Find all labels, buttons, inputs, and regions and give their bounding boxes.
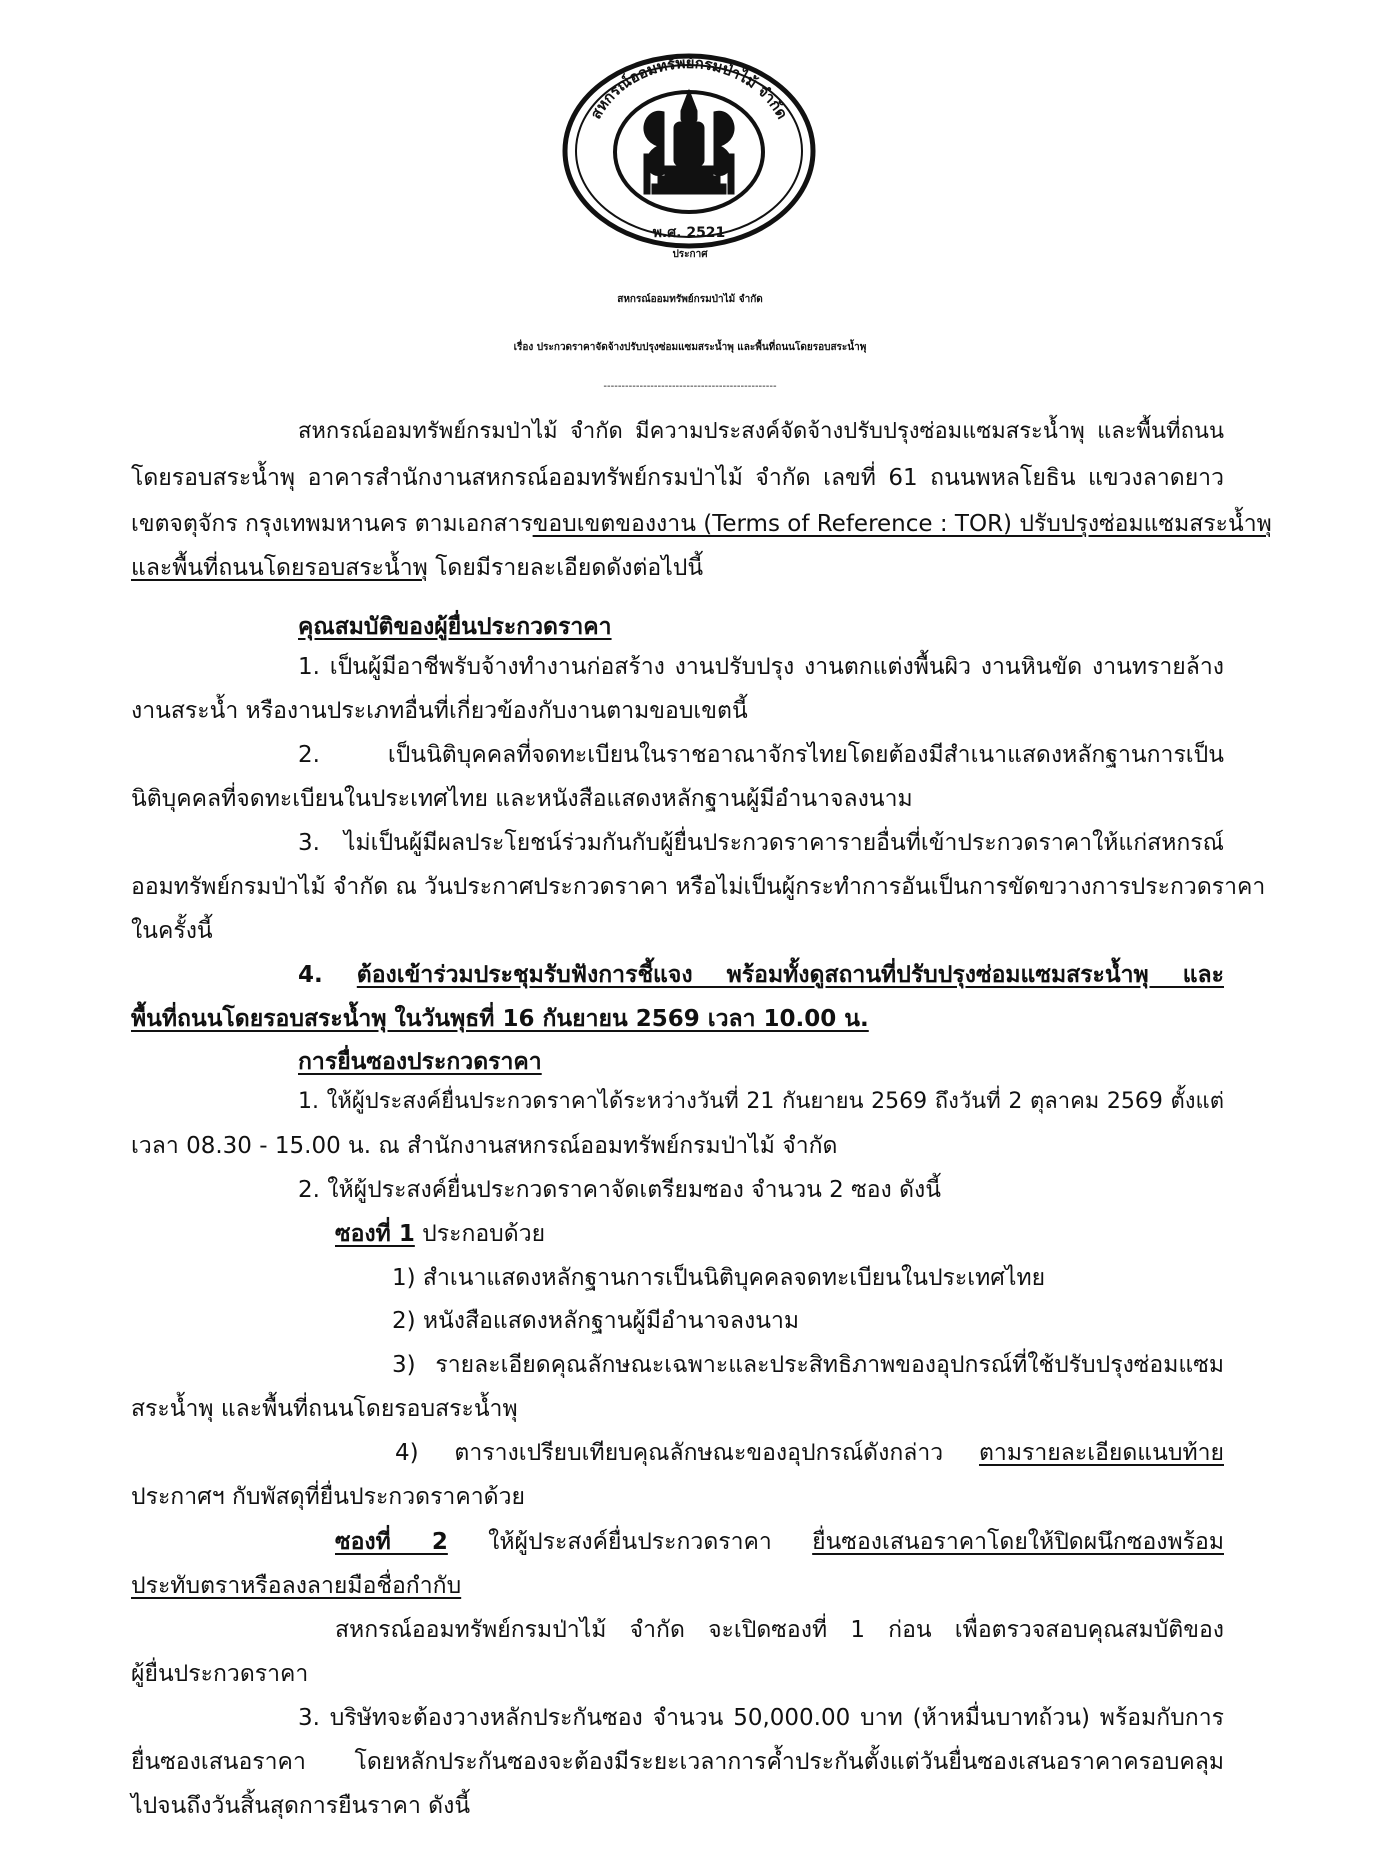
item-number: 4.	[298, 962, 357, 988]
qualification-item: 1. เป็นผู้มีอาชีพรับจ้างทำงานก่อสร้าง งานปรับปรุง งานตกแต่งพื้นผิว งานหินขัด งานทรายล้าง	[298, 654, 1224, 680]
doc-text: 4) ตารางเปรียบเทียบคุณลักษณะของอุปกรณ์ดังกล่าว	[395, 1440, 979, 1466]
opening-note-cont: ผู้ยื่นประกวดราคา	[131, 1661, 309, 1687]
intro-line	[131, 509, 1272, 539]
divider-rule: ------------------------------------------------	[603, 381, 777, 392]
qualification-item: 3. ไม่เป็นผู้มีผลประโยชน์ร่วมกันกับผู้ยื่นประกวดราคารายอื่นที่เข้าประกวดราคาให้แก่สหกรณ์	[298, 830, 1224, 856]
submission-item: 2. ให้ผู้ประสงค์ยื่นประกวดราคาจัดเตรียมซอง จำนวน 2 ซอง ดังนี้	[298, 1177, 941, 1203]
envelope-1-doc-cont: ประกาศฯ กับพัสดุที่ยื่นประกวดราคาด้วย	[131, 1484, 525, 1510]
envelope-2-instruction-cont: ประทับตราหรือลงลายมือชื่อกำกับ	[131, 1573, 462, 1599]
seal-ring-text: สหกรณ์ออมทรัพย์กรมป่าไม้ จำกัด	[586, 53, 792, 123]
submission-heading: การยื่นซองประกวดราคา	[298, 1049, 542, 1075]
opening-note: สหกรณ์ออมทรัพย์กรมป่าไม้ จำกัด จะเปิดซองที่ 1 ก่อน เพื่อตรวจสอบคุณสมบัติของ	[335, 1617, 1224, 1643]
qualification-item: 2. เป็นนิติบุคคลที่จดทะเบียนในราชอาณาจักรไทยโดยต้องมีสำเนาแสดงหลักฐานการเป็น	[298, 742, 1224, 768]
submission-item-cont: เวลา 08.30 - 15.00 น. ณ สำนักงานสหกรณ์ออมทรัพย์กรมป่าไม้ จำกัด	[131, 1133, 838, 1159]
envelope-1-text: ประกอบด้วย	[414, 1221, 546, 1247]
tor-reference: ขอบเขตของงาน (Terms of Reference : TOR) ปรับปรุงซ่อมแซมสระน้ำพุ	[532, 511, 1272, 537]
guarantee-item-cont: ไปจนถึงวันสิ้นสุดการยืนราคา ดังนี้	[131, 1793, 471, 1819]
intro-text: โดยมีรายละเอียดดังต่อไปนี้	[427, 555, 704, 581]
qualification-item-cont: ในครั้งนี้	[131, 918, 213, 944]
envelope-2-text: ให้ผู้ประสงค์ยื่นประกวดราคา	[447, 1529, 813, 1555]
qualification-item-meeting	[298, 960, 1224, 990]
intro-text: เขตจตุจักร กรุงเทพมหานคร ตามเอกสาร	[131, 511, 533, 537]
envelope-1-doc: 1) สำเนาแสดงหลักฐานการเป็นนิติบุคคลจดทะเบียนในประเทศไทย	[392, 1265, 1046, 1291]
intro-line	[131, 553, 703, 583]
qualification-item-cont: นิติบุคคลที่จดทะเบียนในประเทศไทย และหนังสือแสดงหลักฐานผู้มีอำนาจลงนาม	[131, 786, 913, 812]
announcement-subject: เรื่อง ประกวดราคาจัดจ้างปรับปรุงซ่อมแซมสระน้ำพุ และพื้นที่ถนนโดยรอบสระน้ำพุ	[513, 342, 867, 353]
intro-line: สหกรณ์ออมทรัพย์กรมป่าไม้ จำกัด มีความประสงค์จัดจ้างปรับปรุงซ่อมแซมสระน้ำพุ และพื้นที่ถนน	[298, 419, 1224, 444]
tor-reference-cont: และพื้นที่ถนนโดยรอบสระน้ำพุ	[131, 555, 428, 581]
guarantee-item-cont: ยื่นซองเสนอราคา โดยหลักประกันซองจะต้องมีระยะเวลาการค้ำประกันตั้งแต่วันยื่นซองเสนอราคาครอบคลุม	[131, 1749, 1224, 1775]
cooperative-seal-logo	[560, 52, 818, 250]
envelope-2-instruction: ยื่นซองเสนอราคาโดยให้ปิดผนึกซองพร้อม	[812, 1529, 1224, 1555]
envelope-1-doc: 3) รายละเอียดคุณลักษณะเฉพาะและประสิทธิภาพของอุปกรณ์ที่ใช้ปรับปรุงซ่อมแซม	[392, 1352, 1224, 1378]
qualifications-heading: คุณสมบัติของผู้ยื่นประกวดราคา	[298, 614, 612, 640]
envelope-1-doc: 2) หนังสือแสดงหลักฐานผู้มีอำนาจลงนาม	[392, 1308, 800, 1334]
meeting-date: พื้นที่ถนนโดยรอบสระน้ำพุ ในวันพุธที่ 16 กันยายน 2569 เวลา 10.00 น.	[131, 1006, 869, 1032]
seal-year-text: พ.ศ. 2521	[652, 225, 726, 241]
meeting-requirement: ต้องเข้าร่วมประชุมรับฟังการชี้แจง พร้อมทั้งดูสถานที่ปรับปรุงซ่อมแซมสระน้ำพุ และ	[356, 962, 1224, 988]
guarantee-item: 3. บริษัทจะต้องวางหลักประกันซอง จำนวน 50,000.00 บาท (ห้าหมื่นบาทถ้วน) พร้อมกับการ	[298, 1705, 1224, 1731]
submission-item: 1. ให้ผู้ประสงค์ยื่นประกวดราคาได้ระหว่างวันที่ 21 กันยายน 2569 ถึงวันที่ 2 ตุลาคม 2569 ตั้งแต่	[298, 1089, 1224, 1114]
envelope-1-label: ซองที่ 1	[335, 1221, 415, 1247]
envelope-1-doc	[395, 1438, 1224, 1468]
attachment-reference: ตามรายละเอียดแนบท้าย	[979, 1440, 1224, 1466]
intro-line: โดยรอบสระน้ำพุ อาคารสำนักงานสหกรณ์ออมทรัพย์กรมป่าไม้ จำกัด เลขที่ 61 ถนนพหลโยธิน แขวงลาดยาว	[131, 465, 1224, 491]
envelope-2	[335, 1527, 1224, 1557]
envelope-2-label: ซองที่ 2	[335, 1529, 448, 1555]
organization-name: สหกรณ์ออมทรัพย์กรมป่าไม้ จำกัด	[617, 294, 763, 305]
qualification-item-cont: ออมทรัพย์กรมป่าไม้ จำกัด ณ วันประกาศประกวดราคา หรือไม่เป็นผู้กระทำการอันเป็นการขัดขวางการประกวดราคา	[131, 874, 1266, 900]
announcement-title: ประกาศ	[672, 249, 708, 260]
envelope-1-doc-cont: สระน้ำพุ และพื้นที่ถนนโดยรอบสระน้ำพุ	[131, 1396, 518, 1422]
envelope-1	[335, 1219, 545, 1249]
qualification-item-cont: งานสระน้ำ หรืองานประเภทอื่นที่เกี่ยวข้องกับงานตามขอบเขตนี้	[131, 698, 748, 724]
